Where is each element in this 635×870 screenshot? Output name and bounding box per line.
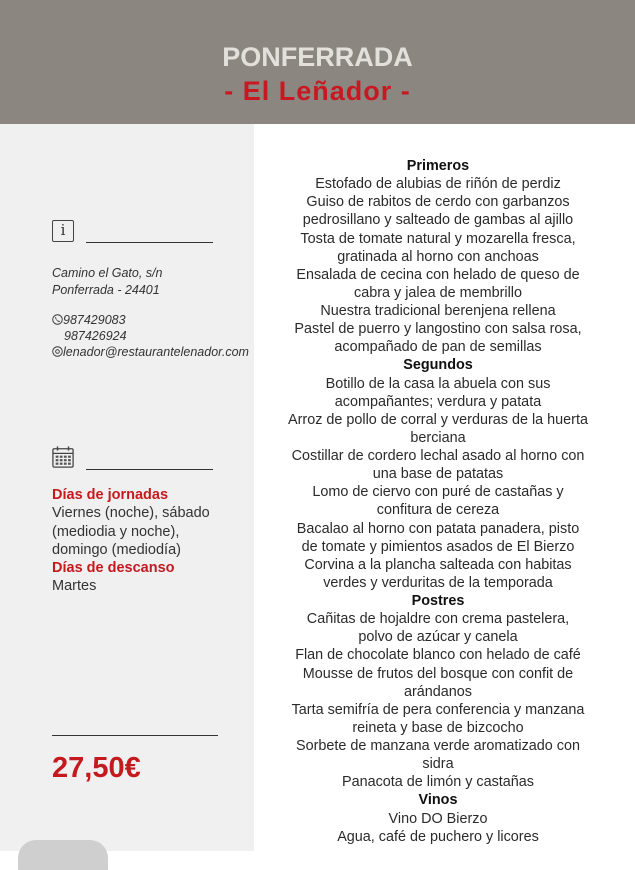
menu-dish-line: de tomate y pimientos asados de El Bierzo [301,538,575,555]
menu-list [256,157,620,846]
menu-section-title: Vinos [418,792,458,809]
city-title: PONFERRADA [222,42,413,72]
address-line: Ponferrada - 24401 [52,283,160,297]
corner-tab [18,840,108,870]
menu-dish-line: Botillo de la casa la abuela con sus [325,375,551,392]
email-row[interactable] [52,344,249,360]
email-address[interactable]: lenador@restaurantelenador.com [63,345,249,359]
menu-section-title: Segundos [403,357,473,374]
menu-dish-line: Mousse de frutos del bosque con confit de [302,665,574,682]
menu-dish-line: Pastel de puerro y langostino con salsa rosa, [294,321,582,338]
address [52,265,162,299]
info-sidebar [0,124,254,851]
menu-price: 27,50€ [52,752,141,784]
menu-dish-line: Flan de chocolate blanco con helado de café [295,647,581,664]
menu-dish-line: acompañantes; verdura y patata [334,393,542,410]
open-days-line: domingo (mediodía) [52,541,181,558]
restaurant-name: - El Leñador - [224,76,411,106]
open-days-line: (mediodia y noche), [52,523,180,540]
menu-dish-line: una base de patatas [372,466,504,483]
menu-dish-line: Agua, café de puchero y licores [337,828,539,845]
menu-dish-line: acompañado de pan de semillas [334,339,542,356]
menu-dish-line: confitura de cereza [376,502,500,519]
divider [86,242,213,243]
menu-dish-line: Vino DO Bierzo [388,810,488,827]
menu-dish-line: Tosta de tomate natural y mozarella fresca, [300,230,576,247]
phone-number[interactable]: 987426924 [64,329,127,343]
phone-icon [52,314,63,325]
closed-days-heading: Días de descanso [52,560,175,577]
divider [86,469,213,470]
menu-dish-line: Corvina a la plancha salteada con habitas [304,556,572,573]
menu-dish-line: berciana [410,429,466,446]
schedule [52,486,252,596]
phone-row[interactable] [52,312,249,328]
menu-dish-line: Bacalao al horno con patata panadera, pisto [296,520,580,537]
at-icon [52,346,63,357]
menu-dish-line: pedrosillano y salteado de gambas al ajillo [302,212,574,229]
menu-dish-line: cabra y jalea de membrillo [354,284,522,301]
calendar-icon [52,446,74,468]
menu-dish-line: gratinada al horno con anchoas [337,248,539,265]
menu-dish-line: polvo de azúcar y canela [358,629,518,646]
info-icon: i [52,220,74,242]
menu-dish-line: arándanos [403,683,472,700]
open-days-line: Viernes (noche), sábado [52,505,210,522]
divider [52,735,218,736]
closed-days-line: Martes [52,578,97,595]
menu-dish-line: Guiso de rabitos de cerdo con garbanzos [306,194,570,211]
menu-dish-line: Costillar de cordero lechal asado al horno con [291,448,585,464]
menu-dish-line: Lomo de ciervo con puré de castañas y [312,484,564,501]
menu-dish-line: Tarta semifría de pera conferencia y manzana [291,701,585,718]
menu-dish-line: Panacota de limón y castañas [342,774,534,791]
menu-dish-line: Ensalada de cecina con helado de queso de [296,266,580,283]
menu-section-title: Postres [411,593,465,609]
menu-dish-line: Estofado de alubias de riñón de perdiz [315,176,561,193]
address-line: Camino el Gato, s/n [52,266,163,280]
header-banner [0,0,635,124]
phone-number[interactable]: 987429083 [63,313,126,327]
menu-dish-line: verdes y verduritas de la temporada [323,574,553,591]
contact-info [52,312,249,360]
menu-section-title: Primeros [406,158,470,174]
menu-dish-line: Sorbete de manzana verde aromatizado con [296,738,580,754]
menu-dish-line: reineta y base de bizcocho [352,719,524,736]
menu-dish-line: Cañitas de hojaldre con crema pastelera, [306,611,570,628]
menu-dish-line: Nuestra tradicional berenjena rellena [320,303,556,319]
menu-dish-line: Arroz de pollo de corral y verduras de la huerta [288,411,588,428]
menu-dish-line: sidra [422,756,454,773]
open-days-heading: Días de jornadas [52,487,169,503]
